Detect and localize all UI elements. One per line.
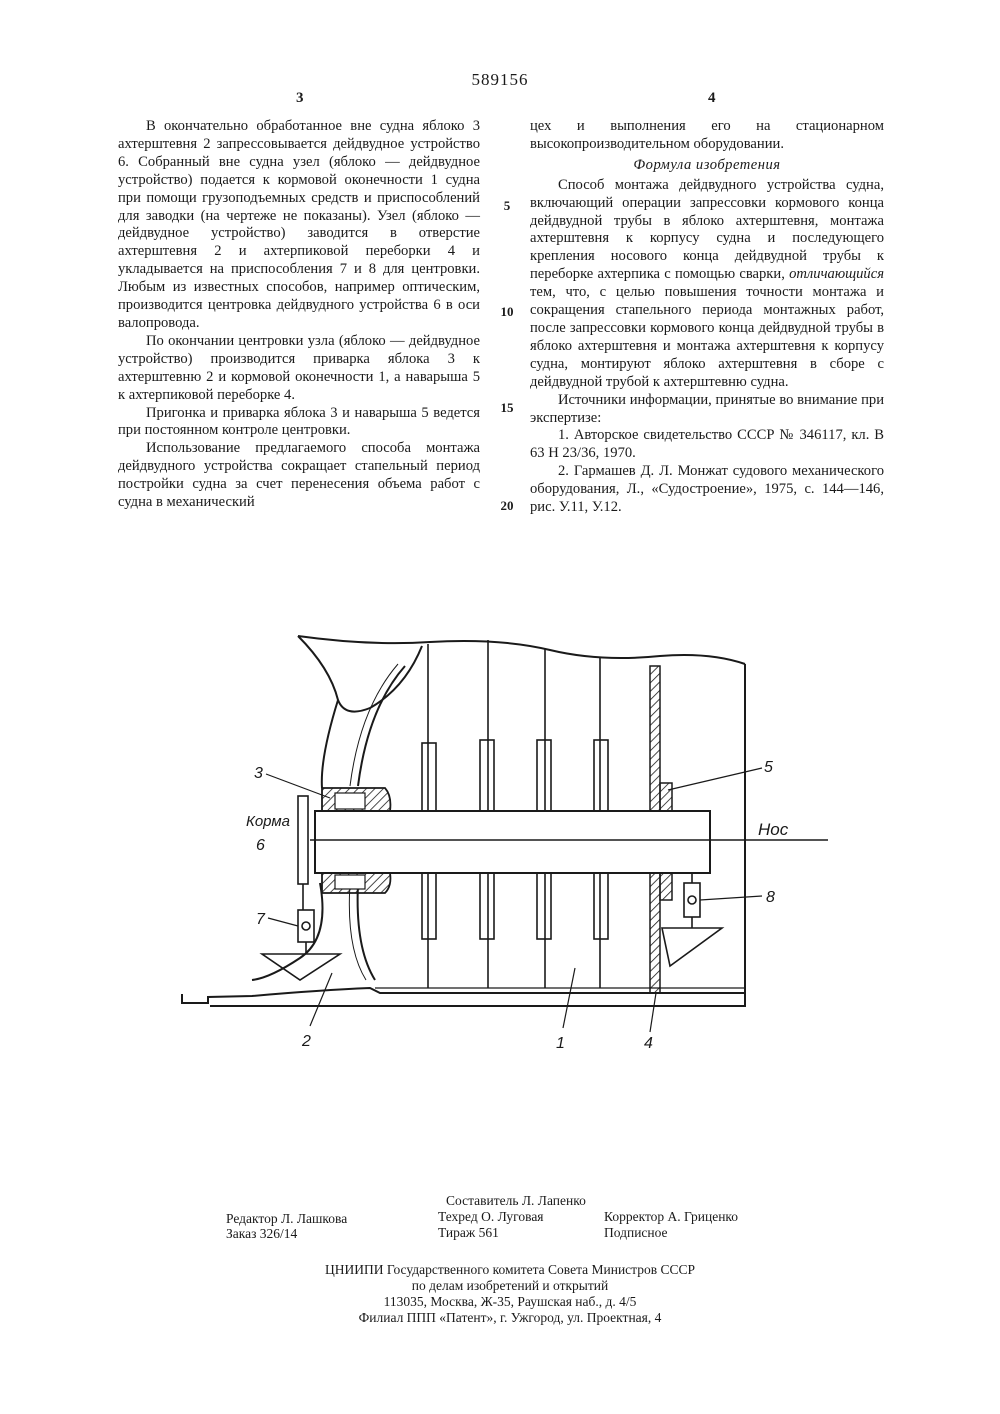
paragraph: По окончании центровки узла (яблоко — дейдвудное устройство) производится приварка яблока 3 к ахтерштевню 2 и кормовой оконечности 1, а наварыша 5 к ахтерпиковой переборке 4. xyxy=(118,332,480,403)
sternframe-outer xyxy=(322,700,338,788)
label-korma: Корма xyxy=(246,813,290,830)
circulation: Тираж 561 xyxy=(438,1225,499,1240)
line-number: 15 xyxy=(500,400,514,415)
line-number: 10 xyxy=(500,304,514,319)
right-column xyxy=(530,118,884,517)
formula-heading: Формула изобретения xyxy=(633,156,781,173)
stern-outline xyxy=(298,636,422,712)
label-4: 4 xyxy=(644,1035,653,1052)
label-2: 2 xyxy=(302,1033,311,1050)
claim-emphasis: отличающийся xyxy=(789,266,884,283)
claim-part: Способ монтажа дейдвудного устройства судна, включающий операции запрессовки кормового конца дейдвудной трубы в яблоко ахтерштевня, монтажа ахтерштевня к корпусу судна и последующего крепления носового конца дейдвудной трубы к переборке ахтерпика с помощью сварки, xyxy=(530,176,884,283)
sources-heading: Источники информации, принятые во внимание при экспертизе: xyxy=(530,391,884,426)
label-7: 7 xyxy=(256,911,265,928)
label-6: 6 xyxy=(256,837,265,854)
continuation-text: цех и выполнения его на стационарном высокопроизводительном оборудовании. xyxy=(530,118,884,152)
source-item: 1. Авторское свидетельство СССР № 346117, кл. В 63 Н 23/36, 1970. xyxy=(530,427,884,462)
label-5: 5 xyxy=(764,759,773,776)
claim-part: тем, что, с целью повышения точности монтажа и сокращения стапельного периода монтажных работ, после запрессовки кормового конца дейдвудной трубы в яблоко ахтерштевня и монтажа ахтерштевня к корпусу судна, монтируют яблоко ахтерштевня в сборе с дейдвудной трубой к ахтерштевню судна. xyxy=(530,284,884,390)
order: Заказ 326/14 xyxy=(226,1226,298,1241)
sternframe-lower xyxy=(252,883,323,980)
imprint-line: по делам изобретений и открытий xyxy=(411,1278,609,1293)
stern-tube xyxy=(315,811,710,873)
imprint-line: 113035, Москва, Ж-35, Раушская наб., д. 4/5 xyxy=(383,1294,637,1309)
imprint-org xyxy=(230,1262,790,1326)
hull-top-outline xyxy=(298,636,745,664)
line-number: 20 xyxy=(500,498,514,513)
corrector: Корректор А. Гриценко xyxy=(604,1209,739,1224)
label-8: 8 xyxy=(766,889,775,906)
line-number: 5 xyxy=(503,198,511,213)
paragraph: Использование предлагаемого способа монтажа дейдвудного устройства сокращает стапельный период постройки судна за счет перенесения объема работ с судна в механический xyxy=(118,440,480,511)
editor: Редактор Л. Лашкова xyxy=(226,1211,348,1226)
centering-device-7 xyxy=(298,910,314,942)
label-1: 1 xyxy=(556,1035,565,1052)
patent-number: 589156 xyxy=(471,70,529,89)
imprint-line: ЦНИИПИ Государственного комитета Совета Министров СССР xyxy=(324,1262,696,1277)
source-item: 2. Гармашев Д. Л. Монжат судового механического оборудования, Л., «Судостроение», 1975, с. 144—146, рис. У.11, У.12. xyxy=(530,463,884,516)
claim-text xyxy=(530,177,884,392)
stern-tube-drawing xyxy=(170,628,840,1068)
stern-post-rod xyxy=(298,796,308,884)
paragraph: В окончательно обработанное вне судна яблоко 3 ахтерштевня 2 запрессовывается дейдвудное устройство 6. Собранный вне судна узел (яблоко — дейдвудное устройство) подается к кормовой оконечности 1 судна при помощи грузоподъемных средств и приспособлений для заводки (на чертеже не показаны). Узел (яблоко — дейдвудное устройство) заводится в отверстие ахтерштевня 2 и ахтерпиковой переборки 4 и укладывается на приспособления 7 и 8 для центровки. Любым из известных способов, например оптическим, производится центровка дейдвудного устройства 6 в оси валопровода. xyxy=(118,118,480,331)
compiler: Составитель Л. Лапенко xyxy=(446,1193,586,1208)
centering-device-8 xyxy=(684,883,700,917)
left-column-number: 3 xyxy=(296,90,304,106)
label-nos: Нос xyxy=(758,820,789,839)
subscription: Подписное xyxy=(604,1225,668,1240)
right-column-number: 4 xyxy=(708,90,716,106)
imprint-line: Филиал ППП «Патент», г. Ужгород, ул. Проектная, 4 xyxy=(358,1310,662,1325)
left-column xyxy=(118,118,480,512)
label-3: 3 xyxy=(254,765,263,782)
boss xyxy=(660,783,672,811)
paragraph: Пригонка и приварка яблока 3 и наварыша 5 ведется при постоянном контроле центровки. xyxy=(118,404,480,439)
techred: Техред О. Луговая xyxy=(438,1209,544,1224)
